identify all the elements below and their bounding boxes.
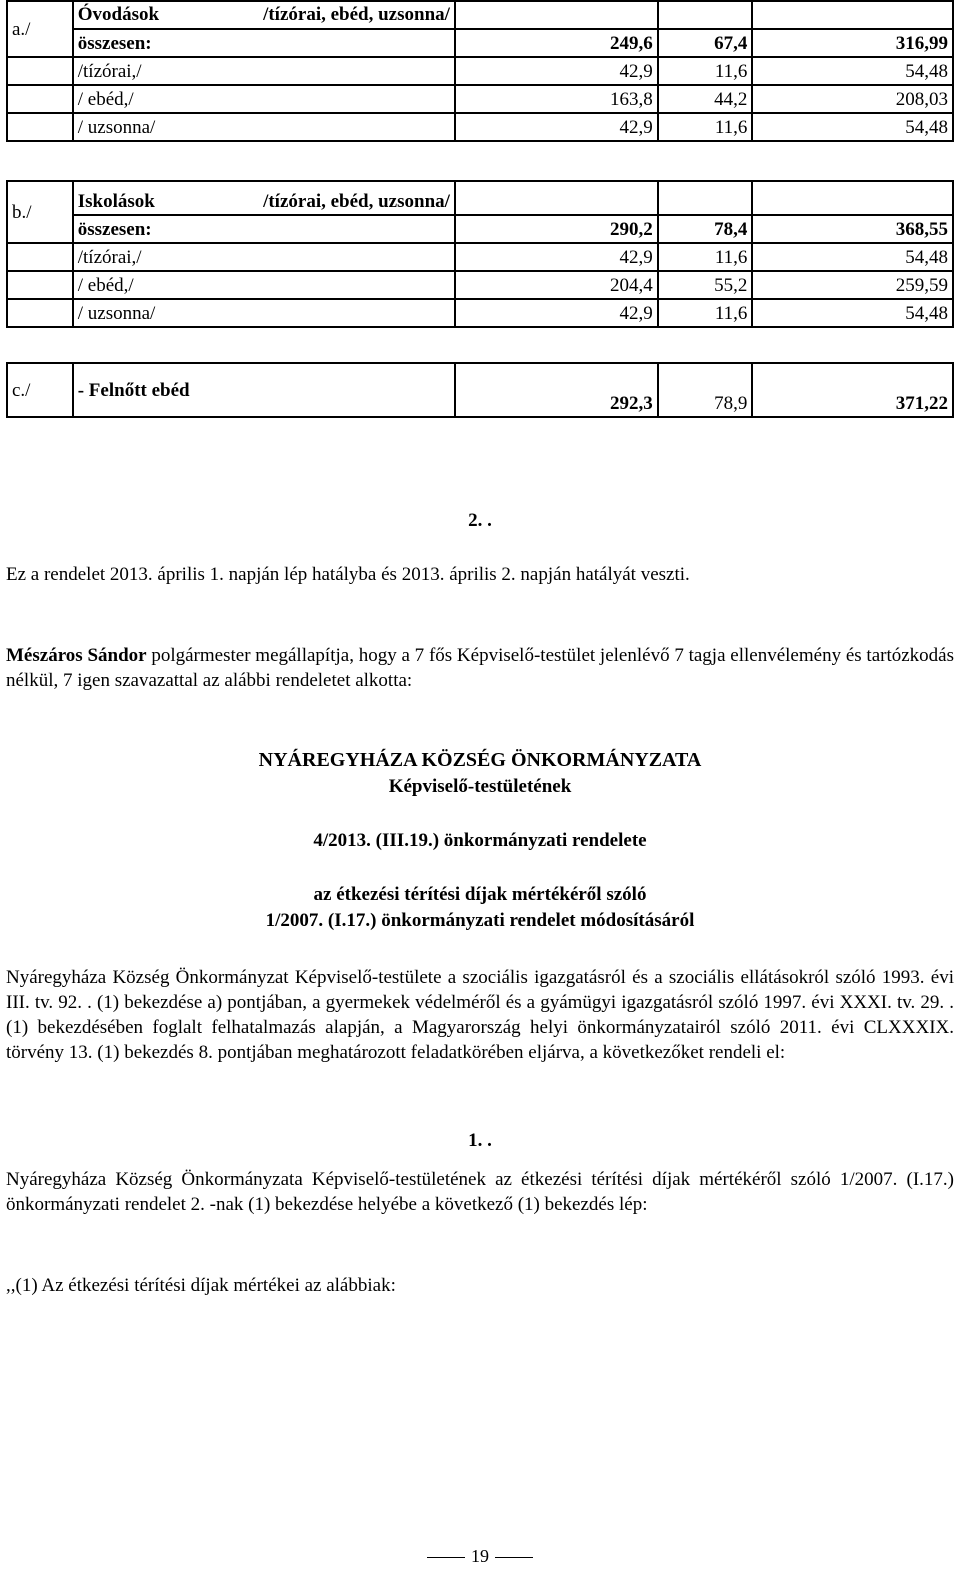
table-row xyxy=(7,271,953,299)
value-cell: 290,2 xyxy=(455,215,658,243)
fee-table-a xyxy=(6,0,954,142)
value-cell: 42,9 xyxy=(455,57,658,85)
value-cell: 44,2 xyxy=(658,85,753,113)
value-cell: 55,2 xyxy=(658,271,753,299)
table-row xyxy=(7,57,953,85)
category-header-a: Óvodások /tízórai, ebéd, uzsonna/ xyxy=(77,4,450,25)
row-label-c: c./ xyxy=(7,363,73,417)
value-cell: 78,4 xyxy=(658,215,753,243)
meal-label: /tízórai,/ xyxy=(73,57,455,85)
value-cell: 11,6 xyxy=(658,243,753,271)
value-cell: 78,9 xyxy=(658,363,753,417)
total-label: összesen: xyxy=(73,215,455,243)
value-cell: 11,6 xyxy=(658,57,753,85)
section-2-heading: 2. . xyxy=(468,510,492,531)
section-1-heading: 1. . xyxy=(468,1130,492,1151)
table-row xyxy=(7,299,953,327)
value-cell: 54,48 xyxy=(752,113,953,141)
row-label-b: b./ xyxy=(7,181,73,243)
value-cell: 204,4 xyxy=(455,271,658,299)
meal-label: / ebéd,/ xyxy=(73,271,455,299)
preamble-paragraph: Nyáregyháza Község Önkormányzat Képviselő-testülete a szociális igazgatásról és a szociális ellátásokról szóló 1993. évi III. tv. 92. . (1) bekezdése a) pontjában, a gyermekek védelméről és a gyámügyi igazgatásról szóló 1997. évi XXXI. tv. 29. . (1) bekezdésében foglalt felhatalmazás alapján, a Magyarország helyi önkormányzatairól szóló 2011. évi CLXXXIX. törvény 13. (1) bekezdés 8. pontjában meghatározott feladatkörében eljárva, a következőket rendeli el: xyxy=(6,967,954,1063)
decree-amendment: 1/2007. (I.17.) önkormányzati rendelet módosításáról xyxy=(265,910,695,931)
decree-number: 4/2013. (III.19.) önkormányzati rendelete xyxy=(313,830,647,851)
value-cell: 54,48 xyxy=(752,299,953,327)
dash-decoration xyxy=(495,1557,533,1558)
table-row xyxy=(7,363,953,417)
category-header-b: Iskolások /tízórai, ebéd, uzsonna/ xyxy=(77,191,450,212)
municipality-title: NYÁREGYHÁZA KÖZSÉG ÖNKORMÁNYZATA xyxy=(258,749,702,771)
page-number: 19 xyxy=(0,1546,960,1567)
value-cell: 316,99 xyxy=(752,29,953,57)
body-title: Képviselő-testületének xyxy=(388,776,572,797)
table-row xyxy=(7,243,953,271)
value-cell: 249,6 xyxy=(455,29,658,57)
value-cell: 11,6 xyxy=(658,113,753,141)
row-label-a: a./ xyxy=(7,1,73,57)
vote-text: polgármester megállapítja, hogy a 7 fős Képviselő-testület jelenlévő 7 tagja ellenvélemény és tartózkodás nélkül, 7 igen szavazattal az alábbi rendeletet alkotta: xyxy=(6,645,954,691)
fee-table-b xyxy=(6,180,954,328)
value-cell: 292,3 xyxy=(455,363,658,417)
mayor-name: Mészáros Sándor xyxy=(6,645,147,666)
fee-intro-line: ,,(1) Az étkezési térítési díjak mértékei az alábbiak: xyxy=(6,1275,396,1296)
table-row xyxy=(7,113,953,141)
value-cell: 163,8 xyxy=(455,85,658,113)
table-row xyxy=(7,85,953,113)
section-2-text: Ez a rendelet 2013. április 1. napján lép hatályba és 2013. április 2. napján hatályát veszti. xyxy=(6,564,690,585)
table-row xyxy=(7,29,953,57)
value-cell: 11,6 xyxy=(658,299,753,327)
meal-label: / uzsonna/ xyxy=(73,113,455,141)
value-cell: 42,9 xyxy=(455,243,658,271)
value-cell: 67,4 xyxy=(658,29,753,57)
value-cell: 208,03 xyxy=(752,85,953,113)
value-cell: 42,9 xyxy=(455,113,658,141)
table-row xyxy=(7,215,953,243)
value-cell: 368,55 xyxy=(752,215,953,243)
value-cell: 54,48 xyxy=(752,57,953,85)
vote-paragraph xyxy=(6,643,954,693)
table-row xyxy=(7,1,953,29)
decree-subject: az étkezési térítési díjak mértékéről szóló xyxy=(313,884,647,905)
value-cell: 42,9 xyxy=(455,299,658,327)
value-cell: 371,22 xyxy=(752,363,953,417)
value-cell: 259,59 xyxy=(752,271,953,299)
dash-decoration xyxy=(427,1557,465,1558)
fee-table-c xyxy=(6,362,954,418)
value-cell: 54,48 xyxy=(752,243,953,271)
table-row xyxy=(7,181,953,215)
meal-label: / uzsonna/ xyxy=(73,299,455,327)
adult-lunch-label: - Felnőtt ebéd xyxy=(73,363,455,417)
section-1-text: Nyáregyháza Község Önkormányzata Képviselő-testületének az étkezési térítési díjak mértékéről szóló 1/2007. (I.17.) önkormányzati rendelet 2. -nak (1) bekezdése helyébe a következő (1) bekezdés lép: xyxy=(6,1169,954,1215)
meal-label: / ebéd,/ xyxy=(73,85,455,113)
total-label: összesen: xyxy=(73,29,455,57)
meal-label: /tízórai,/ xyxy=(73,243,455,271)
